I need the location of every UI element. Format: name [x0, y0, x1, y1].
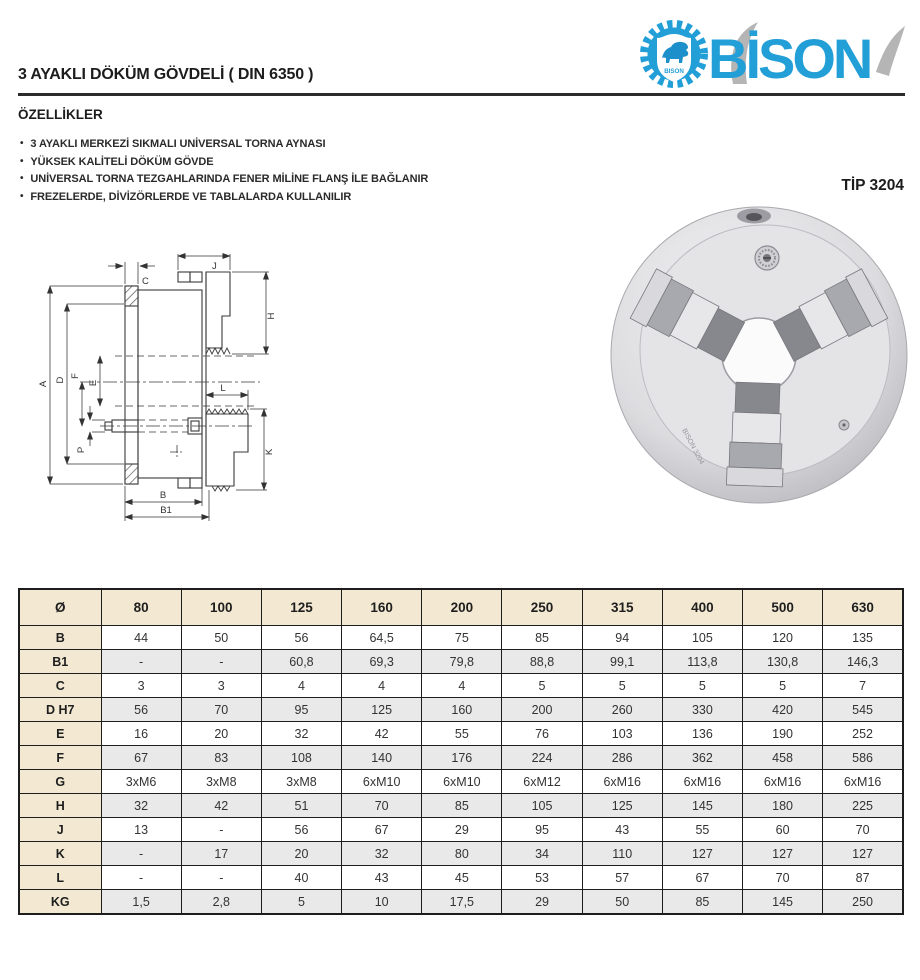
cell-value: 3xM8	[261, 770, 341, 794]
cell-value: 190	[743, 722, 823, 746]
row-label: B1	[19, 650, 101, 674]
cell-value: 6xM16	[743, 770, 823, 794]
cell-value: -	[181, 650, 261, 674]
dim-label-f: F	[70, 373, 81, 379]
table-row	[19, 818, 903, 842]
cell-value: 67	[101, 746, 181, 770]
table-row	[19, 746, 903, 770]
row-label: J	[19, 818, 101, 842]
cell-value: 113,8	[662, 650, 742, 674]
cell-value: 43	[582, 818, 662, 842]
cell-value: 140	[342, 746, 422, 770]
brand-wordmark: BİSON	[708, 27, 871, 90]
dim-label-l: L	[220, 383, 226, 394]
cell-value: 103	[582, 722, 662, 746]
table-row	[19, 698, 903, 722]
cell-value: 87	[823, 866, 903, 890]
size-header-cell: 200	[422, 589, 502, 626]
cell-value: 42	[181, 794, 261, 818]
cell-value: 120	[743, 626, 823, 650]
cell-value: 1,5	[101, 890, 181, 915]
technical-drawing	[20, 228, 320, 563]
cell-value: 127	[662, 842, 742, 866]
cell-value: 85	[422, 794, 502, 818]
cell-value: 2,8	[181, 890, 261, 915]
cell-value: 13	[101, 818, 181, 842]
cell-value: 6xM10	[342, 770, 422, 794]
dim-label-h: H	[266, 312, 277, 320]
center-lines	[80, 356, 260, 459]
cell-value: 94	[582, 626, 662, 650]
emblem-text: BISON	[664, 68, 684, 75]
right-horn-icon	[876, 26, 905, 76]
diameter-header-cell: Ø	[19, 589, 101, 626]
size-header-cell: 100	[181, 589, 261, 626]
cell-value: 5	[502, 674, 582, 698]
cell-value: 225	[823, 794, 903, 818]
size-header-cell: 500	[743, 589, 823, 626]
cell-value: 32	[342, 842, 422, 866]
cell-value: 250	[823, 890, 903, 915]
size-header-cell: 160	[342, 589, 422, 626]
cell-value: 5	[261, 890, 341, 915]
cell-value: 70	[342, 794, 422, 818]
row-label: B	[19, 626, 101, 650]
cell-value: -	[101, 842, 181, 866]
cell-value: 20	[261, 842, 341, 866]
cell-value: 83	[181, 746, 261, 770]
cell-value: 56	[261, 626, 341, 650]
cell-value: 43	[342, 866, 422, 890]
bison-gear-emblem	[644, 24, 704, 84]
table-row	[19, 674, 903, 698]
cell-value: 6xM16	[662, 770, 742, 794]
cell-value: 45	[422, 866, 502, 890]
row-label: G	[19, 770, 101, 794]
dimension-lines	[50, 254, 269, 521]
cell-value: -	[181, 866, 261, 890]
dimensions-table	[18, 588, 904, 915]
table-row	[19, 794, 903, 818]
size-header-cell: 250	[502, 589, 582, 626]
cell-value: 4	[261, 674, 341, 698]
cell-value: 4	[422, 674, 502, 698]
cell-value: 586	[823, 746, 903, 770]
cell-value: 5	[662, 674, 742, 698]
cell-value: 79,8	[422, 650, 502, 674]
cell-value: 29	[502, 890, 582, 915]
cell-value: 4	[342, 674, 422, 698]
cell-value: 176	[422, 746, 502, 770]
cell-value: 180	[743, 794, 823, 818]
cell-value: 32	[101, 794, 181, 818]
cell-value: 76	[502, 722, 582, 746]
row-label: K	[19, 842, 101, 866]
row-label: E	[19, 722, 101, 746]
cell-value: 70	[823, 818, 903, 842]
dim-label-c: C	[142, 276, 149, 287]
cell-value: 545	[823, 698, 903, 722]
cell-value: 136	[662, 722, 742, 746]
dim-label-b1: B1	[160, 505, 172, 516]
cell-value: 17	[181, 842, 261, 866]
table-row	[19, 722, 903, 746]
cell-value: 70	[743, 866, 823, 890]
bison-logo	[636, 10, 906, 96]
cell-value: 70	[181, 698, 261, 722]
cell-value: 67	[662, 866, 742, 890]
cell-value: 125	[582, 794, 662, 818]
feature-item: • YÜKSEK KALİTELİ DÖKÜM GÖVDE	[20, 154, 428, 172]
cell-value: 6xM12	[502, 770, 582, 794]
cell-value: 5	[582, 674, 662, 698]
cell-value: 5	[743, 674, 823, 698]
cell-value: 3xM6	[101, 770, 181, 794]
cell-value: 105	[662, 626, 742, 650]
cell-value: 125	[342, 698, 422, 722]
cell-value: 330	[662, 698, 742, 722]
cell-value: 44	[101, 626, 181, 650]
cell-value: 105	[502, 794, 582, 818]
table-row	[19, 770, 903, 794]
cell-value: 42	[342, 722, 422, 746]
size-header-cell: 315	[582, 589, 662, 626]
dim-label-d: D	[55, 376, 66, 384]
cell-value: 160	[422, 698, 502, 722]
cell-value: 85	[502, 626, 582, 650]
cell-value: 135	[823, 626, 903, 650]
cell-value: 127	[823, 842, 903, 866]
dim-label-j: J	[212, 261, 217, 272]
cell-value: 95	[261, 698, 341, 722]
cell-value: 32	[261, 722, 341, 746]
cell-value: 29	[422, 818, 502, 842]
cell-value: 6xM16	[582, 770, 662, 794]
row-label: L	[19, 866, 101, 890]
dim-label-b: B	[159, 490, 167, 501]
chuck-photo	[611, 207, 907, 503]
cell-value: 200	[502, 698, 582, 722]
cell-value: 146,3	[823, 650, 903, 674]
cell-value: 34	[502, 842, 582, 866]
cell-value: 145	[743, 890, 823, 915]
cell-value: 99,1	[582, 650, 662, 674]
cell-value: 362	[662, 746, 742, 770]
cell-value: 57	[582, 866, 662, 890]
cell-value: 50	[181, 626, 261, 650]
cell-value: 3	[181, 674, 261, 698]
table-row	[19, 890, 903, 915]
cell-value: 260	[582, 698, 662, 722]
page-title: 3 AYAKLI DÖKÜM GÖVDELİ ( DIN 6350 )	[18, 66, 314, 83]
cell-value: 85	[662, 890, 742, 915]
features-heading: ÖZELLİKLER	[18, 107, 103, 122]
size-header-cell: 80	[101, 589, 181, 626]
size-header-cell: 125	[261, 589, 341, 626]
table-row	[19, 650, 903, 674]
cell-value: 80	[422, 842, 502, 866]
type-label: TİP 3204	[841, 177, 904, 194]
cell-value: 51	[261, 794, 341, 818]
product-photo	[604, 192, 918, 518]
cell-value: 458	[743, 746, 823, 770]
cell-value: 17,5	[422, 890, 502, 915]
cell-value: 20	[181, 722, 261, 746]
cell-value: 55	[662, 818, 742, 842]
row-label: H	[19, 794, 101, 818]
cell-value: 67	[342, 818, 422, 842]
cell-value: 53	[502, 866, 582, 890]
size-header-cell: 400	[662, 589, 742, 626]
cell-value: 6xM16	[823, 770, 903, 794]
cell-value: 55	[422, 722, 502, 746]
cell-value: -	[101, 866, 181, 890]
cell-value: 286	[582, 746, 662, 770]
table-header-row	[19, 589, 903, 626]
row-label: KG	[19, 890, 101, 915]
cell-value: 108	[261, 746, 341, 770]
cell-value: 130,8	[743, 650, 823, 674]
cell-value: 420	[743, 698, 823, 722]
feature-item: • 3 AYAKLI MERKEZİ SIKMALI UNİVERSAL TORNA AYNASI	[20, 136, 428, 154]
cell-value: 127	[743, 842, 823, 866]
size-header-cell: 630	[823, 589, 903, 626]
cell-value: 10	[342, 890, 422, 915]
row-label: F	[19, 746, 101, 770]
dim-label-p: P	[76, 446, 87, 454]
cell-value: 88,8	[502, 650, 582, 674]
feature-item: • UNİVERSAL TORNA TEZGAHLARINDA FENER MİLİNE FLANŞ İLE BAĞLANIR	[20, 171, 428, 189]
features-list	[20, 136, 428, 206]
cell-value: 56	[261, 818, 341, 842]
cell-value: 224	[502, 746, 582, 770]
cell-value: 60	[743, 818, 823, 842]
table-row	[19, 866, 903, 890]
chuck-section-geometry	[105, 272, 248, 491]
cell-value: -	[181, 818, 261, 842]
cell-value: 7	[823, 674, 903, 698]
dim-label-e: E	[88, 379, 99, 387]
cell-value: 40	[261, 866, 341, 890]
cell-value: -	[101, 650, 181, 674]
cell-value: 252	[823, 722, 903, 746]
cell-value: 3xM8	[181, 770, 261, 794]
cell-value: 75	[422, 626, 502, 650]
cell-value: 60,8	[261, 650, 341, 674]
cell-value: 56	[101, 698, 181, 722]
cell-value: 16	[101, 722, 181, 746]
cell-value: 95	[502, 818, 582, 842]
cell-value: 6xM10	[422, 770, 502, 794]
title-divider	[18, 93, 905, 96]
row-label: D H7	[19, 698, 101, 722]
table-row	[19, 626, 903, 650]
cell-value: 50	[582, 890, 662, 915]
dim-label-a: A	[38, 380, 49, 388]
row-label: C	[19, 674, 101, 698]
engraving-text: BISON 3204	[680, 427, 705, 466]
dim-label-k: K	[264, 448, 275, 456]
cell-value: 64,5	[342, 626, 422, 650]
table-row	[19, 842, 903, 866]
feature-item: • FREZELERDE, DİVİZÖRLERDE VE TABLALARDA KULLANILIR	[20, 189, 428, 207]
cell-value: 145	[662, 794, 742, 818]
cell-value: 110	[582, 842, 662, 866]
cell-value: 69,3	[342, 650, 422, 674]
cell-value: 3	[101, 674, 181, 698]
